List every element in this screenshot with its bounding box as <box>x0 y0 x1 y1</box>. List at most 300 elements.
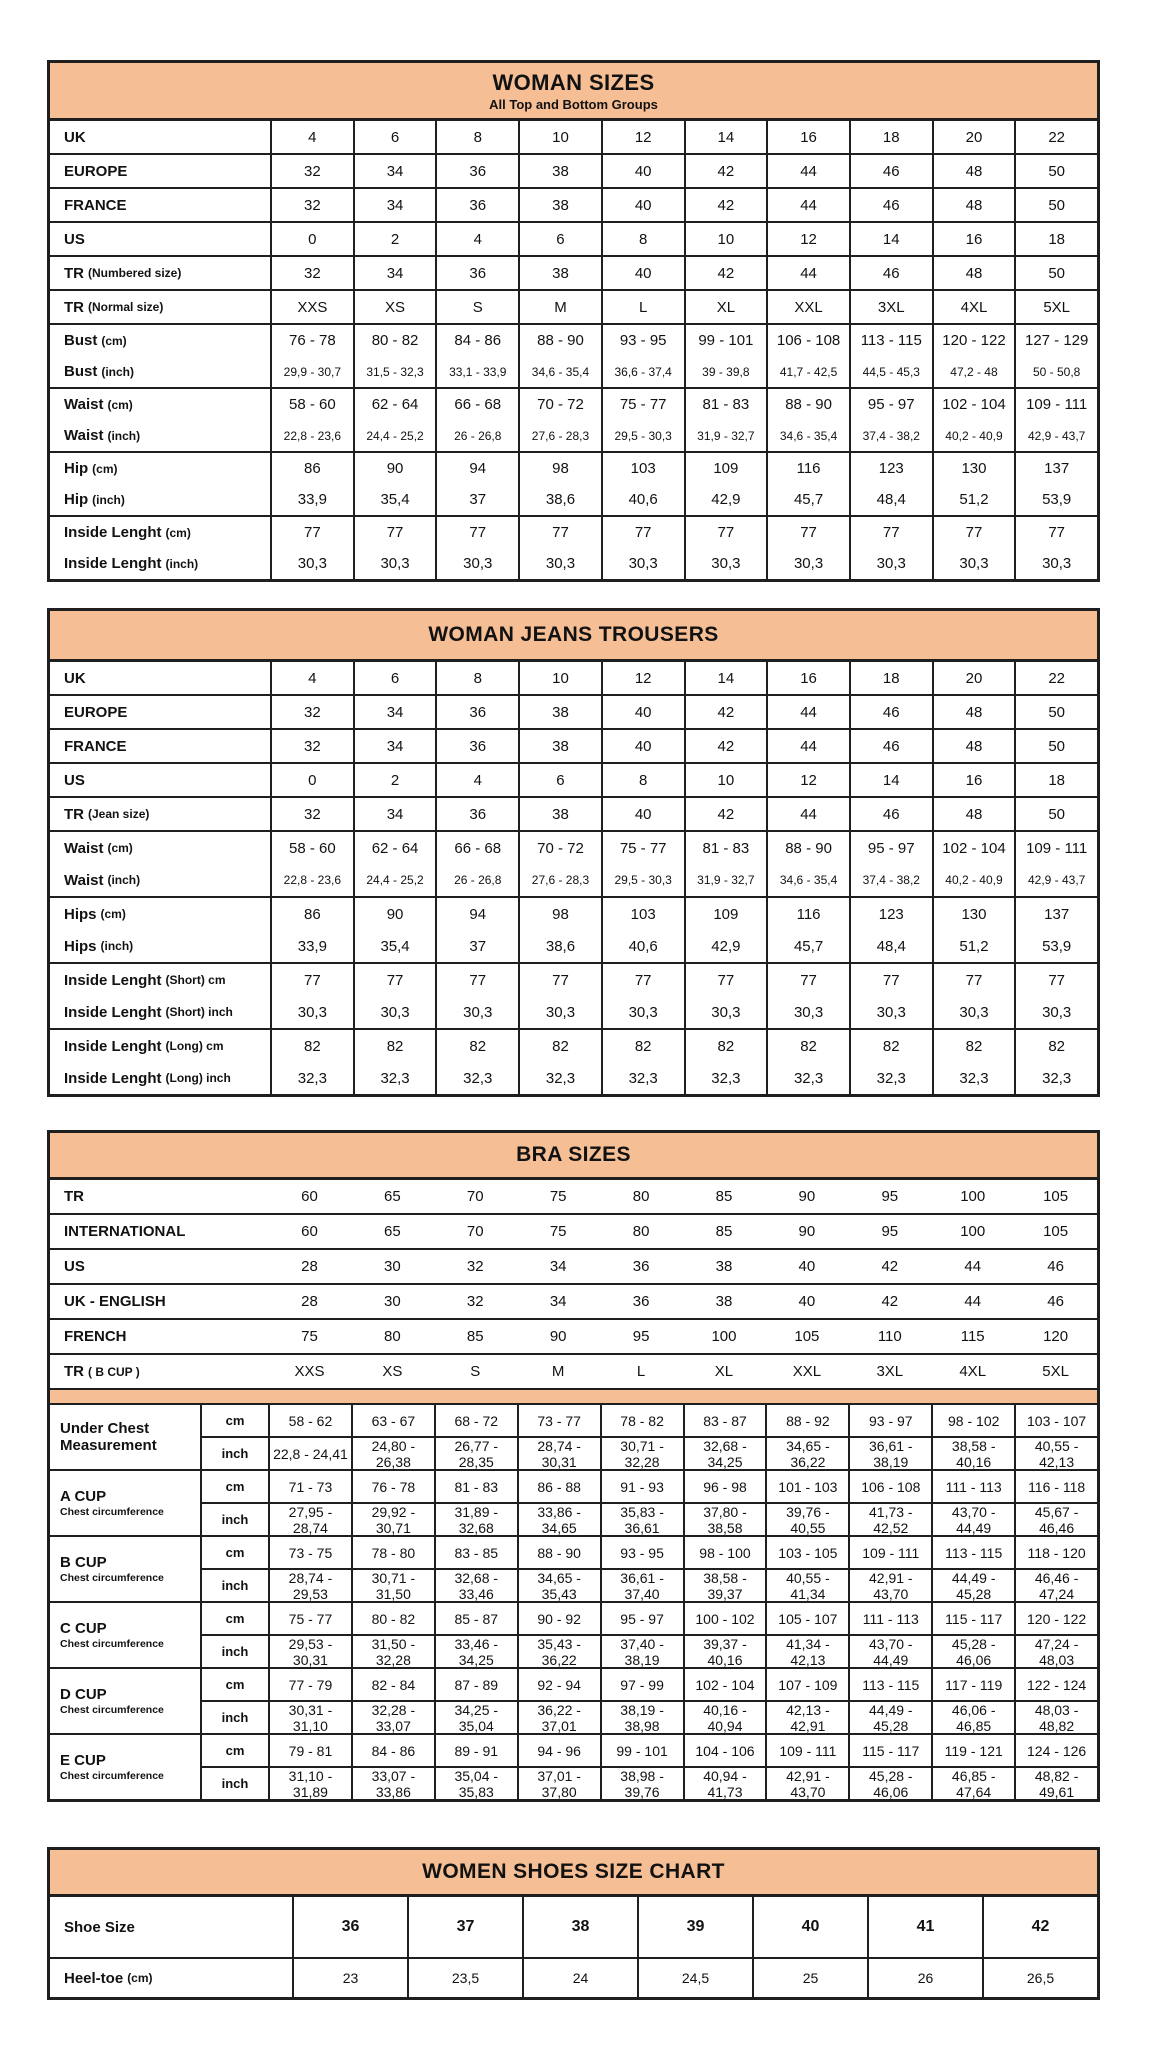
size-value: 40,6 <box>601 484 684 515</box>
measure-row <box>200 1735 1097 1766</box>
size-value: 109 <box>684 898 767 930</box>
size-value: 42,13 - 42,91 <box>765 1702 848 1733</box>
size-value: 16 <box>766 121 849 153</box>
size-value: 103 - 105 <box>765 1537 848 1568</box>
row-label: Hips (cm) <box>64 905 126 923</box>
size-value: 24,80 - 26,38 <box>351 1438 434 1469</box>
size-value: 40 <box>601 155 684 187</box>
size-value: 93 - 95 <box>601 325 684 356</box>
size-value: 4 <box>435 764 518 796</box>
size-value: 84 - 86 <box>435 325 518 356</box>
size-value: 137 <box>1014 898 1097 930</box>
row-label: Hip (cm) <box>64 460 118 477</box>
size-value: 42,9 <box>684 930 767 962</box>
size-value: 3XL <box>849 291 932 323</box>
size-value: 32,3 <box>601 1062 684 1094</box>
size-value: 94 <box>435 898 518 930</box>
size-value: 31,50 - 32,28 <box>351 1636 434 1667</box>
size-value: 10 <box>518 121 601 153</box>
size-value: 42 <box>982 1897 1097 1957</box>
size-value: 77 <box>601 517 684 548</box>
size-value: 82 <box>353 1030 436 1062</box>
size-value: 40 <box>601 730 684 762</box>
size-value: 32,28 - 33,07 <box>351 1702 434 1733</box>
size-value: 26 <box>867 1959 982 1997</box>
size-value: 30,3 <box>270 548 353 579</box>
size-value: 48 <box>932 730 1015 762</box>
size-value: 93 - 97 <box>848 1405 931 1436</box>
size-value: 81 - 83 <box>684 389 767 420</box>
size-value: 30,3 <box>353 996 436 1028</box>
size-value: 32,3 <box>1014 1062 1097 1094</box>
size-value: 50 - 50,8 <box>1014 356 1097 387</box>
size-value: 36 <box>292 1897 407 1957</box>
size-value: 45,7 <box>766 930 849 962</box>
size-value: 51,2 <box>932 930 1015 962</box>
size-value: 40 <box>798 1258 816 1275</box>
cup-label <box>50 1471 200 1535</box>
size-value: 34 <box>353 155 436 187</box>
row-label-note: (Normal size) <box>88 300 164 314</box>
bra-cup-group <box>50 1667 1097 1733</box>
size-value: 100 <box>960 1188 986 1205</box>
row-label: Hip (inch) <box>64 491 125 508</box>
size-value: 98 <box>518 453 601 484</box>
size-value: 34 <box>353 696 436 728</box>
size-value: 4 <box>435 223 518 255</box>
size-value: 38 <box>518 257 601 289</box>
size-value: 42,9 - 43,7 <box>1014 420 1097 451</box>
size-value: 137 <box>1014 453 1097 484</box>
size-value: 85 <box>715 1188 733 1205</box>
size-value: 99 - 101 <box>684 325 767 356</box>
size-value: 89 - 91 <box>434 1735 517 1766</box>
row-label: Shoe Size <box>64 1918 135 1936</box>
size-value: 18 <box>849 662 932 694</box>
size-value: 109 - 111 <box>765 1735 848 1766</box>
size-value: 26 - 26,8 <box>435 420 518 451</box>
row-label: Waist (cm) <box>64 839 133 857</box>
size-value: 75 <box>549 1223 567 1240</box>
cup-rows <box>200 1603 1097 1667</box>
size-value: 122 - 124 <box>1014 1669 1097 1700</box>
size-value: 75 - 77 <box>601 389 684 420</box>
size-value: 32,3 <box>270 1062 353 1094</box>
size-value: 36 <box>435 730 518 762</box>
size-row <box>50 796 1097 830</box>
size-value: 82 <box>1014 1030 1097 1062</box>
size-value: 47,24 - 48,03 <box>1014 1636 1097 1667</box>
size-value: 29,5 - 30,3 <box>601 420 684 451</box>
size-value: 18 <box>1014 223 1097 255</box>
size-value: 130 <box>932 898 1015 930</box>
size-value: 42,9 <box>684 484 767 515</box>
row-label: EUROPE <box>64 162 128 180</box>
size-value: 8 <box>601 764 684 796</box>
size-row <box>50 221 1097 255</box>
bra-cup-group <box>50 1601 1097 1667</box>
row-label-note: (Short) inch <box>165 1005 233 1019</box>
size-row <box>50 289 1097 323</box>
size-value: 58 - 62 <box>268 1405 351 1436</box>
size-value: 65 <box>384 1188 401 1205</box>
measure-row <box>200 1700 1097 1733</box>
size-value: 25 <box>752 1959 867 1997</box>
cup-rows <box>200 1735 1097 1799</box>
size-value: 70 - 72 <box>518 389 601 420</box>
size-value: 90 - 92 <box>517 1603 600 1634</box>
size-row <box>50 864 1097 896</box>
size-value: 32 <box>270 189 353 221</box>
row-label: Waist (inch) <box>64 871 141 889</box>
cup-subtitle: Chest circumference <box>60 1770 164 1783</box>
size-value: 30 <box>384 1293 401 1310</box>
size-value: 10 <box>684 223 767 255</box>
size-value: 22,8 - 23,6 <box>270 864 353 896</box>
size-value: 32 <box>466 1293 484 1310</box>
size-value: 50 <box>1014 257 1097 289</box>
table-subtitle: All Top and Bottom Groups <box>489 97 658 112</box>
size-value: 70 - 72 <box>518 832 601 864</box>
unit-label: inch <box>200 1768 268 1799</box>
size-value: 40,16 - 40,94 <box>683 1702 766 1733</box>
size-value: 119 - 121 <box>931 1735 1014 1766</box>
size-value: 50 <box>1014 798 1097 830</box>
size-value: 18 <box>849 121 932 153</box>
size-value: 44 <box>766 155 849 187</box>
size-value: 53,9 <box>1014 484 1097 515</box>
size-value: 28,74 - 30,31 <box>517 1438 600 1469</box>
size-value: 37,4 - 38,2 <box>849 420 932 451</box>
size-value: 32,3 <box>684 1062 767 1094</box>
size-value: 105 <box>794 1328 820 1345</box>
row-label: Bust (cm) <box>64 332 127 349</box>
size-value: 94 - 96 <box>517 1735 600 1766</box>
size-value: 88 - 90 <box>766 389 849 420</box>
size-value: 86 <box>270 898 353 930</box>
size-value: 8 <box>435 662 518 694</box>
size-value: 37 <box>407 1897 522 1957</box>
row-label-note: (Long) inch <box>165 1071 231 1085</box>
bra-cup-group <box>50 1733 1097 1799</box>
section-divider <box>50 1388 1097 1403</box>
size-value: 88 - 92 <box>765 1405 848 1436</box>
size-value: 77 <box>1014 964 1097 996</box>
size-row <box>50 121 1097 153</box>
size-value: XS <box>382 1363 403 1380</box>
size-value: 22 <box>1014 121 1097 153</box>
size-value: 82 <box>435 1030 518 1062</box>
size-value: 32,68 - 34,25 <box>683 1438 766 1469</box>
size-value: 77 <box>353 964 436 996</box>
size-value: 30,3 <box>601 548 684 579</box>
size-value: 120 <box>1043 1328 1069 1345</box>
size-value: XS <box>353 291 436 323</box>
size-value: 103 - 107 <box>1014 1405 1097 1436</box>
size-value: 48,4 <box>849 484 932 515</box>
measure-row <box>200 1634 1097 1667</box>
row-label-note: (inch) <box>92 492 125 507</box>
row-label-note: (cm) <box>101 333 127 348</box>
size-row <box>50 153 1097 187</box>
size-value: 40 <box>601 798 684 830</box>
size-value: 16 <box>932 223 1015 255</box>
cup-label <box>50 1405 200 1469</box>
size-value: 85 <box>466 1328 484 1345</box>
size-value: 77 <box>932 964 1015 996</box>
size-value: 58 - 60 <box>270 389 353 420</box>
measure-row <box>200 1537 1097 1568</box>
size-value: 127 - 129 <box>1014 325 1097 356</box>
size-value: 30,3 <box>849 996 932 1028</box>
size-value: 102 - 104 <box>932 389 1015 420</box>
size-value: 124 - 126 <box>1014 1735 1097 1766</box>
size-value: 85 <box>715 1223 733 1240</box>
cup-subtitle: Chest circumference <box>60 1704 164 1717</box>
size-row <box>50 548 1097 579</box>
size-value: 30,3 <box>684 548 767 579</box>
size-value: 46 <box>849 189 932 221</box>
size-value: 32,3 <box>849 1062 932 1094</box>
size-value: 77 <box>849 964 932 996</box>
size-value: 30,3 <box>518 548 601 579</box>
size-value: 28 <box>301 1293 318 1310</box>
size-value: 41,34 - 42,13 <box>765 1636 848 1667</box>
row-label-note: (cm) <box>127 1971 153 1985</box>
size-value: 30,3 <box>766 996 849 1028</box>
row-label-note: (Long) cm <box>165 1039 224 1053</box>
size-value: 30,3 <box>932 548 1015 579</box>
size-value: 130 <box>932 453 1015 484</box>
size-value: 98 - 102 <box>931 1405 1014 1436</box>
size-value: 30,3 <box>435 996 518 1028</box>
measure-row <box>200 1405 1097 1436</box>
size-value: 100 - 102 <box>683 1603 766 1634</box>
size-value: 46 <box>1047 1293 1064 1310</box>
size-value: 102 - 104 <box>932 832 1015 864</box>
size-value: 24,5 <box>637 1959 752 1997</box>
size-value: 33,86 - 34,65 <box>517 1504 600 1535</box>
size-value: 36,61 - 37,40 <box>600 1570 683 1601</box>
row-label-note: (inch) <box>165 556 199 571</box>
size-value: 30,3 <box>684 996 767 1028</box>
size-value: 107 - 109 <box>765 1669 848 1700</box>
size-value: 30,31 - 31,10 <box>268 1702 351 1733</box>
row-label-note: ( B CUP ) <box>88 1364 140 1379</box>
size-value: 82 <box>849 1030 932 1062</box>
cup-name: D CUP <box>60 1685 107 1703</box>
size-value: 32,3 <box>518 1062 601 1094</box>
size-row <box>50 694 1097 728</box>
size-value: 77 <box>932 517 1015 548</box>
size-value: 111 - 113 <box>848 1603 931 1634</box>
row-label-note: (cm) <box>165 525 191 540</box>
size-value: 41,73 - 42,52 <box>848 1504 931 1535</box>
row-label: Inside Lenght (Short) cm <box>64 971 226 989</box>
row-label: TR ( B CUP ) <box>64 1363 140 1380</box>
size-value: 34,65 - 35,43 <box>517 1570 600 1601</box>
row-label-note: (inch) <box>100 939 134 953</box>
size-value: 36 <box>435 696 518 728</box>
cup-rows <box>200 1471 1097 1535</box>
size-value: 32,3 <box>435 1062 518 1094</box>
size-value: 12 <box>766 223 849 255</box>
size-value: XXS <box>270 291 353 323</box>
size-value: 77 <box>849 517 932 548</box>
unit-label: cm <box>200 1537 268 1568</box>
size-value: 30,3 <box>1014 548 1097 579</box>
size-value: 101 - 103 <box>765 1471 848 1502</box>
size-value: 115 - 117 <box>848 1735 931 1766</box>
unit-label: inch <box>200 1504 268 1535</box>
cup-rows <box>200 1669 1097 1733</box>
size-value: 36 <box>435 189 518 221</box>
size-value: 88 - 90 <box>518 325 601 356</box>
size-value: 73 - 75 <box>268 1537 351 1568</box>
size-row <box>50 356 1097 387</box>
size-row <box>50 1248 1097 1283</box>
size-value: 95 <box>881 1188 899 1205</box>
size-value: 45,28 - 46,06 <box>848 1768 931 1799</box>
size-value: 30,3 <box>766 548 849 579</box>
size-value: 12 <box>766 764 849 796</box>
size-value: 50 <box>1014 730 1097 762</box>
size-row <box>50 517 1097 548</box>
row-label: Bust (inch) <box>64 363 135 380</box>
size-value: 36,22 - 37,01 <box>517 1702 600 1733</box>
size-value: 22,8 - 24,41 <box>268 1438 351 1469</box>
size-value: 120 - 122 <box>932 325 1015 356</box>
row-label: Inside Lenght (Short) inch <box>64 1003 233 1021</box>
size-value: 46,46 - 47,24 <box>1014 1570 1097 1601</box>
size-value: 123 <box>849 898 932 930</box>
size-row <box>50 1353 1097 1388</box>
size-value: 44,5 - 45,3 <box>849 356 932 387</box>
row-label: FRANCE <box>64 737 127 755</box>
size-value: 75 - 77 <box>601 832 684 864</box>
size-value: 99 - 101 <box>600 1735 683 1766</box>
size-value: 45,7 <box>766 484 849 515</box>
row-pair <box>50 515 1097 579</box>
size-value: 24,4 - 25,2 <box>353 420 436 451</box>
size-value: 4 <box>270 121 353 153</box>
size-value: S <box>435 291 518 323</box>
size-value: 71 - 73 <box>268 1471 351 1502</box>
size-value: 75 <box>549 1188 567 1205</box>
size-value: 33,9 <box>270 484 353 515</box>
size-value: 27,6 - 28,3 <box>518 420 601 451</box>
size-value: 4XL <box>959 1363 987 1380</box>
size-value: 38,6 <box>518 930 601 962</box>
size-value: 44 <box>766 257 849 289</box>
size-value: 84 - 86 <box>351 1735 434 1766</box>
size-value: 43,70 - 44,49 <box>931 1504 1014 1535</box>
size-value: 39,37 - 40,16 <box>683 1636 766 1667</box>
size-value: 106 - 108 <box>848 1471 931 1502</box>
size-value: 46 <box>1047 1258 1064 1275</box>
size-value: 20 <box>932 121 1015 153</box>
measure-row <box>200 1436 1097 1469</box>
size-value: 34,65 - 36,22 <box>765 1438 848 1469</box>
unit-label: cm <box>200 1405 268 1436</box>
size-value: 62 - 64 <box>353 389 436 420</box>
size-value: 34 <box>353 257 436 289</box>
size-value: 26,5 <box>982 1959 1097 1997</box>
size-row <box>50 1213 1097 1248</box>
size-value: 34 <box>549 1293 567 1310</box>
size-value: 18 <box>1014 764 1097 796</box>
row-label-note: (cm) <box>92 461 118 476</box>
size-value: 38,6 <box>518 484 601 515</box>
row-label: FRENCH <box>64 1328 127 1345</box>
row-label: Waist (inch) <box>64 427 141 444</box>
size-value: 113 - 115 <box>848 1669 931 1700</box>
table-title: WOMAN JEANS TROUSERS <box>428 623 719 646</box>
size-value: XXS <box>294 1363 325 1380</box>
size-value: 46,06 - 46,85 <box>931 1702 1014 1733</box>
row-label-note: (inch) <box>107 428 141 443</box>
row-label: Waist (cm) <box>64 396 133 413</box>
row-label-note: (cm) <box>107 841 133 855</box>
size-value: 90 <box>798 1223 816 1240</box>
bra-sizes-header <box>50 1133 1097 1180</box>
size-value: 40 <box>752 1897 867 1957</box>
size-value: 3XL <box>876 1363 904 1380</box>
size-value: 32,3 <box>766 1062 849 1094</box>
size-value: 95 <box>632 1328 650 1345</box>
size-value: L <box>601 291 684 323</box>
size-value: 8 <box>435 121 518 153</box>
size-value: 40,2 - 40,9 <box>932 420 1015 451</box>
size-value: 32 <box>270 257 353 289</box>
cup-name: C CUP <box>60 1619 107 1637</box>
size-value: 46 <box>849 155 932 187</box>
size-value: 105 <box>1043 1223 1069 1240</box>
size-value: 35,04 - 35,83 <box>434 1768 517 1799</box>
measure-row <box>200 1766 1097 1799</box>
size-value: M <box>518 291 601 323</box>
size-value: 22,8 - 23,6 <box>270 420 353 451</box>
size-value: 30,3 <box>435 548 518 579</box>
size-value: 26,77 - 28,35 <box>434 1438 517 1469</box>
measure-row <box>200 1502 1097 1535</box>
size-value: 14 <box>684 121 767 153</box>
size-value: 34,6 - 35,4 <box>766 864 849 896</box>
size-value: 48 <box>932 696 1015 728</box>
size-row <box>50 1897 1097 1957</box>
size-value: 82 <box>766 1030 849 1062</box>
row-label-note: (inch) <box>101 364 135 379</box>
row-pair <box>50 451 1097 515</box>
size-value: 111 - 113 <box>931 1471 1014 1502</box>
size-value: 106 - 108 <box>766 325 849 356</box>
size-value: 48,03 - 48,82 <box>1014 1702 1097 1733</box>
size-row <box>50 420 1097 451</box>
size-value: 16 <box>766 662 849 694</box>
table-title: WOMEN SHOES SIZE CHART <box>422 1860 725 1883</box>
size-value: 38 <box>518 696 601 728</box>
size-value: 24,4 - 25,2 <box>353 864 436 896</box>
measure-row <box>200 1669 1097 1700</box>
size-value: 77 <box>684 517 767 548</box>
size-value: 77 <box>1014 517 1097 548</box>
size-value: 14 <box>684 662 767 694</box>
row-label: Hips (inch) <box>64 937 134 955</box>
size-value: 46,85 - 47,64 <box>931 1768 1014 1799</box>
row-label: US <box>64 1258 85 1275</box>
size-row <box>50 964 1097 996</box>
size-value: 40,55 - 42,13 <box>1014 1438 1097 1469</box>
